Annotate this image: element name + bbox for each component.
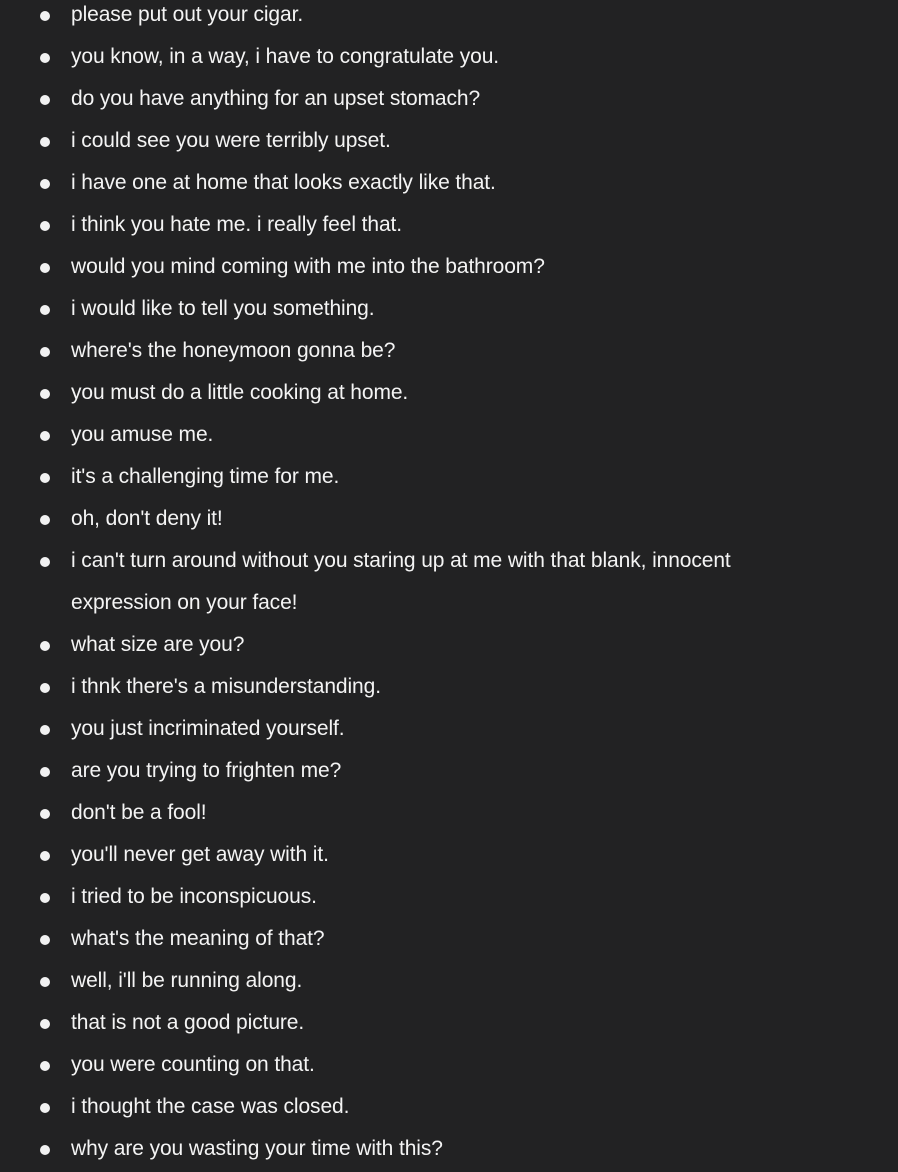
list-item-text: well, i'll be running along. xyxy=(71,969,303,992)
list-item xyxy=(0,288,898,330)
bullet-icon xyxy=(40,305,50,315)
list-item xyxy=(0,876,898,918)
list-item xyxy=(0,78,898,120)
list-item xyxy=(0,162,898,204)
list-item-text: i tried to be inconspicuous. xyxy=(71,885,317,908)
list-item xyxy=(0,708,898,750)
bullet-icon xyxy=(40,767,50,777)
bullet-icon xyxy=(40,977,50,987)
bullet-icon xyxy=(40,1019,50,1029)
list-item-text: please put out your cigar. xyxy=(71,3,304,26)
list-item xyxy=(0,540,898,624)
bullet-icon xyxy=(40,431,50,441)
list-item-text: why are you wasting your time with this? xyxy=(71,1137,443,1160)
list-item-text: you amuse me. xyxy=(71,423,214,446)
list-item-text: you'll never get away with it. xyxy=(71,843,329,866)
list-item xyxy=(0,960,898,1002)
list-item-text: do you have anything for an upset stomach? xyxy=(71,87,481,110)
list-item xyxy=(0,372,898,414)
list-item xyxy=(0,1128,898,1170)
list-item xyxy=(0,792,898,834)
list-item xyxy=(0,0,898,36)
list-item-text: i could see you were terribly upset. xyxy=(71,129,391,152)
list-item xyxy=(0,330,898,372)
bullet-icon xyxy=(40,137,50,147)
list-item xyxy=(0,204,898,246)
bullet-icon xyxy=(40,641,50,651)
list-item-text: you must do a little cooking at home. xyxy=(71,381,409,404)
bullet-icon xyxy=(40,11,50,21)
list-item xyxy=(0,1002,898,1044)
list-item-text: oh, don't deny it! xyxy=(71,507,223,530)
list-item xyxy=(0,1044,898,1086)
list-item xyxy=(0,246,898,288)
bullet-icon xyxy=(40,95,50,105)
list-item-text: don't be a fool! xyxy=(71,801,207,824)
bullet-icon xyxy=(40,53,50,63)
list-item-text: are you trying to frighten me? xyxy=(71,759,342,782)
bullet-icon xyxy=(40,1103,50,1113)
bullet-icon xyxy=(40,1145,50,1155)
list-item-text: i can't turn around without you staring up at me with that blank, innocent expression on your face! xyxy=(71,549,731,614)
list-item-text: i thnk there's a misunderstanding. xyxy=(71,675,381,698)
list-item xyxy=(0,498,898,540)
bullet-icon xyxy=(40,1061,50,1071)
list-item-text: you know, in a way, i have to congratulate you. xyxy=(71,45,500,68)
list-item-text: i thought the case was closed. xyxy=(71,1095,350,1118)
list-item xyxy=(0,834,898,876)
list-item-text: you were counting on that. xyxy=(71,1053,315,1076)
list-item xyxy=(0,750,898,792)
list-item-text: what size are you? xyxy=(71,633,245,656)
list-item xyxy=(0,666,898,708)
list-item-text: that is not a good picture. xyxy=(71,1011,305,1034)
bullet-icon xyxy=(40,179,50,189)
bullet-icon xyxy=(40,851,50,861)
list-item xyxy=(0,918,898,960)
list-item-text: i have one at home that looks exactly like that. xyxy=(71,171,496,194)
bullet-icon xyxy=(40,725,50,735)
bullet-icon xyxy=(40,473,50,483)
list-item-text: it's a challenging time for me. xyxy=(71,465,340,488)
bullet-icon xyxy=(40,557,50,567)
bullet-icon xyxy=(40,515,50,525)
list-item-text: you just incriminated yourself. xyxy=(71,717,345,740)
list-item-text: what's the meaning of that? xyxy=(71,927,325,950)
list-item-text: i think you hate me. i really feel that. xyxy=(71,213,403,236)
list-item xyxy=(0,456,898,498)
bullet-icon xyxy=(40,263,50,273)
bullet-icon xyxy=(40,683,50,693)
list-item-text: i would like to tell you something. xyxy=(71,297,375,320)
bullet-icon xyxy=(40,389,50,399)
list-item xyxy=(0,120,898,162)
bullet-icon xyxy=(40,221,50,231)
list-item xyxy=(0,36,898,78)
list-item xyxy=(0,414,898,456)
list-item-text: where's the honeymoon gonna be? xyxy=(71,339,396,362)
bullet-icon xyxy=(40,893,50,903)
list-item xyxy=(0,624,898,666)
bullet-icon xyxy=(40,935,50,945)
list-item xyxy=(0,1086,898,1128)
bullet-icon xyxy=(40,809,50,819)
bullet-icon xyxy=(40,347,50,357)
list-item-text: would you mind coming with me into the bathroom? xyxy=(71,255,545,278)
